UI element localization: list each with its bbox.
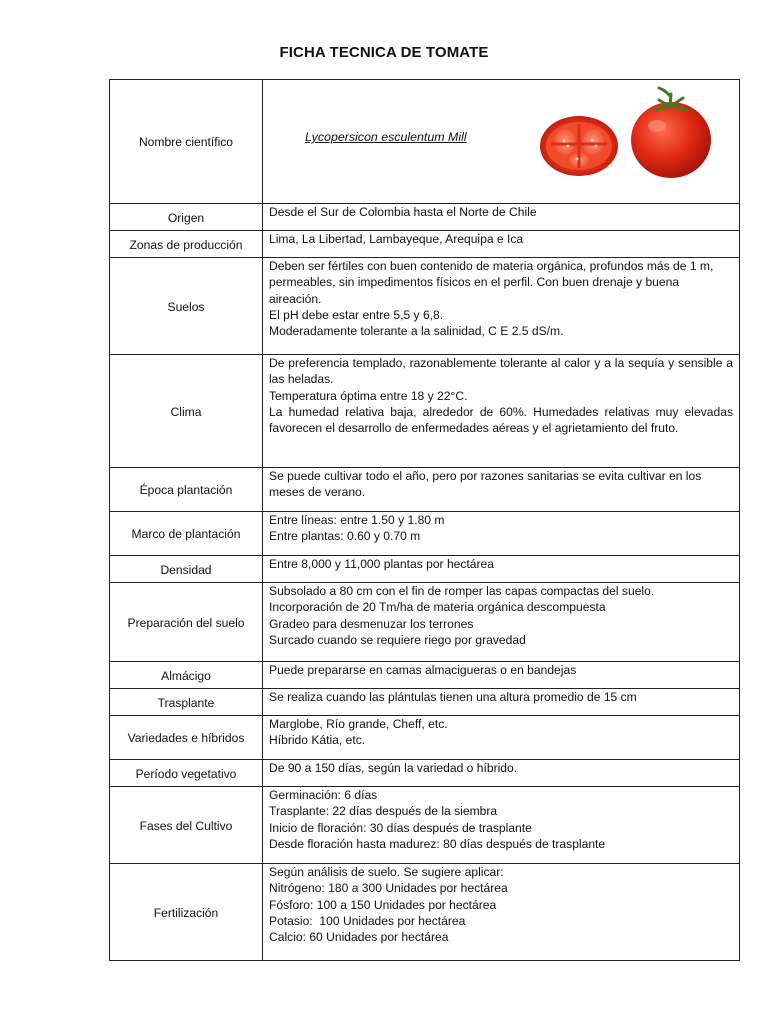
row-label-variedades-hibridos: Variedades e híbridos [110, 716, 263, 760]
row-label-zonas-produccion: Zonas de producción [110, 231, 263, 258]
row-label-marco-plantacion: Marco de plantación [110, 512, 263, 556]
row-label-densidad: Densidad [110, 556, 263, 583]
whole-tomato [631, 88, 711, 178]
periodo-line: De 90 a 150 días, según la variedad o híbrido. [269, 761, 518, 775]
clima-text-2: Temperatura óptima entre 18 y 22°C. [269, 388, 468, 403]
table-row [110, 662, 740, 689]
table-row [110, 231, 740, 258]
clima-text-3: La humedad relativa baja, alrededor de 60%. Humedades relativas muy elevadas favorecen el desarrollo de enfermedades aéreas y el agrietamiento del fruto. [269, 404, 733, 436]
row-label-fases-cultivo: Fases del Cultivo [110, 787, 263, 864]
row-value-fertilizacion [263, 864, 740, 961]
row-label-fertilizacion: Fertilización [110, 864, 263, 961]
row-value-fases-cultivo [263, 787, 740, 864]
row-value-preparacion-suelo [263, 583, 740, 662]
row-value-origen [263, 204, 740, 231]
table-row [110, 468, 740, 512]
marco-line-2: Entre plantas: 0.60 y 0.70 m [269, 529, 421, 544]
table-row [110, 760, 740, 787]
fertilizacion-line-4: Potasio: 100 Unidades por hectárea [269, 913, 466, 928]
zonas-line: Lima, La Libertad, Lambayeque, Arequipa e Ica [269, 232, 524, 246]
scientific-name-cell [263, 80, 740, 204]
table-row [110, 80, 740, 204]
table-row [110, 787, 740, 864]
row-label-nombre-cientifico: Nombre científico [110, 80, 263, 204]
table-row [110, 864, 740, 961]
row-value-trasplante [263, 689, 740, 716]
scientific-name: Lycopersicon esculentum Mill [305, 130, 467, 144]
row-value-almacigo [263, 662, 740, 689]
table-row [110, 556, 740, 583]
fases-line-3: Inicio de floración: 30 días después de trasplante [269, 820, 532, 835]
densidad-line: Entre 8,000 y 11,000 plantas por hectárea [269, 557, 495, 571]
row-label-periodo-vegetativo: Período vegetativo [110, 760, 263, 787]
fertilizacion-line-1: Según análisis de suelo. Se sugiere aplicar: [269, 865, 504, 879]
row-label-origen: Origen [110, 204, 263, 231]
row-value-marco-plantacion [263, 512, 740, 556]
row-label-trasplante: Trasplante [110, 689, 263, 716]
epoca-text: Se puede cultivar todo el año, pero por razones sanitarias se evita cultivar en los meses de verano. [269, 469, 702, 500]
row-label-almacigo: Almácigo [110, 662, 263, 689]
fertilizacion-line-5: Calcio: 60 Unidades por hectárea [269, 930, 449, 945]
row-value-zonas-produccion [263, 231, 740, 258]
fases-line-2: Trasplante: 22 días después de la siembra [269, 804, 498, 819]
row-label-preparacion-suelo: Preparación del suelo [110, 583, 263, 662]
row-value-suelos [263, 258, 740, 355]
table-row [110, 512, 740, 556]
table-row [110, 583, 740, 662]
row-label-epoca-plantacion: Época plantación [110, 468, 263, 512]
tomato-fact-sheet-table [109, 79, 740, 961]
fertilizacion-line-2: Nitrógeno: 180 a 300 Unidades por hectárea [269, 881, 508, 896]
document-title: FICHA TECNICA DE TOMATE [279, 44, 489, 61]
preparacion-line-3: Gradeo para desmenuzar los terrones [269, 616, 474, 631]
variedades-line-2: Híbrido Kátia, etc. [269, 733, 366, 748]
row-value-periodo-vegetativo [263, 760, 740, 787]
trasplante-line: Se realiza cuando las plántulas tienen una altura promedio de 15 cm [269, 690, 637, 704]
row-value-variedades-hibridos [263, 716, 740, 760]
suelos-text-1: Deben ser fértiles con buen contenido de materia orgánica, profundos más de 1 m, permeables, sin impedimentos físicos en el perfil. Con buen drenaje y buena aireación. [269, 259, 714, 306]
clima-text-1: De preferencia templado, razonablemente tolerante al calor y a la sequía y sensible a las heladas. [269, 356, 733, 387]
origen-line: Desde el Sur de Colombia hasta el Norte de Chile [269, 205, 537, 219]
table-row [110, 204, 740, 231]
suelos-text-2: El pH debe estar entre 5,5 y 6,8. [269, 307, 444, 322]
tomato-photo [531, 84, 731, 184]
variedades-line-1: Marglobe, Río grande, Cheff, etc. [269, 717, 448, 731]
cut-tomato-half [540, 116, 618, 176]
marco-line-1: Entre líneas: entre 1.50 y 1.80 m [269, 513, 445, 527]
fases-line-1: Germinación: 6 días [269, 788, 378, 802]
preparacion-line-2: Incorporación de 20 Tm/ha de materia orgánica descompuesta [269, 600, 606, 615]
table-row [110, 355, 740, 468]
table-row [110, 716, 740, 760]
preparacion-line-1: Subsolado a 80 cm con el fin de romper las capas compactas del suelo. [269, 584, 655, 598]
row-label-clima: Clima [110, 355, 263, 468]
fertilizacion-line-3: Fósforo: 100 a 150 Unidades por hectárea [269, 897, 497, 912]
row-value-epoca-plantacion [263, 468, 740, 512]
fases-line-4: Desde floración hasta madurez: 80 días después de trasplante [269, 836, 606, 851]
preparacion-line-4: Surcado cuando se requiere riego por gravedad [269, 632, 526, 647]
row-value-clima [263, 355, 740, 468]
almacigo-line: Puede prepararse en camas almacigueras o en bandejas [269, 663, 577, 677]
row-value-densidad [263, 556, 740, 583]
table-row [110, 258, 740, 355]
suelos-text-3: Moderadamente tolerante a la salinidad, C E 2.5 dS/m. [269, 324, 564, 339]
table-row [110, 689, 740, 716]
row-label-suelos: Suelos [110, 258, 263, 355]
